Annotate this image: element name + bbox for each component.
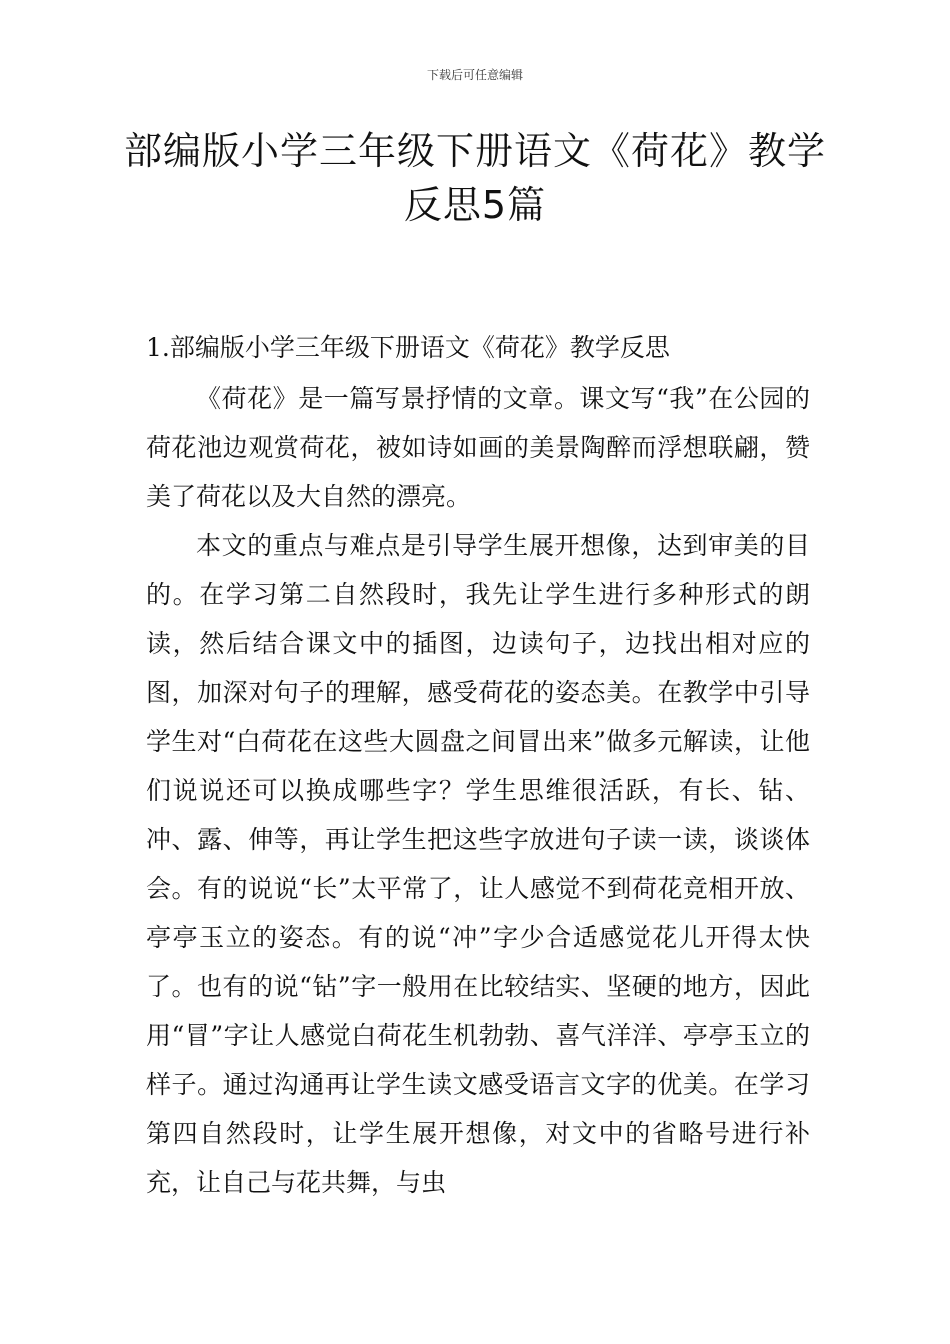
header-note: 下载后可任意编辑 — [426, 68, 523, 82]
document-title-line-2: 反思5篇 — [403, 183, 547, 227]
section-heading: 1.部编版小学三年级下册语文《荷花》教学反思 — [146, 333, 670, 362]
document-title — [120, 124, 830, 232]
document-body — [146, 322, 810, 1207]
paragraph-1: 《荷花》是一篇写景抒情的文章。课文写“我”在公园的荷花池边观赏荷花，被如诗如画的美景陶醉而浮想联翩，赞美了荷花以及大自然的漂亮。 — [146, 384, 810, 511]
document-title-line-1: 部编版小学三年级下册语文《荷花》教学 — [123, 129, 826, 173]
paragraph-2: 本文的重点与难点是引导学生展开想像，达到审美的目的。在学习第二自然段时，我先让学生进行多种形式的朗读，然后结合课文中的插图，边读句子，边找出相对应的图，加深对句子的理解，感受荷花的姿态美。在教学中引导学生对“白荷花在这些大圆盘之间冒出来”做多元解读，让他们说说还可以换成哪些字？学生思维很活跃，有长、钻、冲、露、伸等，再让学生把这些字放进句子读一读，谈谈体会。有的说说“长”太平常了，让人感觉不到荷花竞相开放、亭亭玉立的姿态。有的说“冲”字少合适感觉花儿开得太快了。也有的说“钻”字一般用在比较结实、坚硬的地方，因此用“冒”字让人感觉白荷花生机勃勃、喜气洋洋、亭亭玉立的样子。通过沟通再让学生读文感受语言文字的优美。在学习第四自然段时，让学生展开想像，对文中的省略号进行补充，让自己与花共舞，与虫 — [146, 531, 810, 1197]
